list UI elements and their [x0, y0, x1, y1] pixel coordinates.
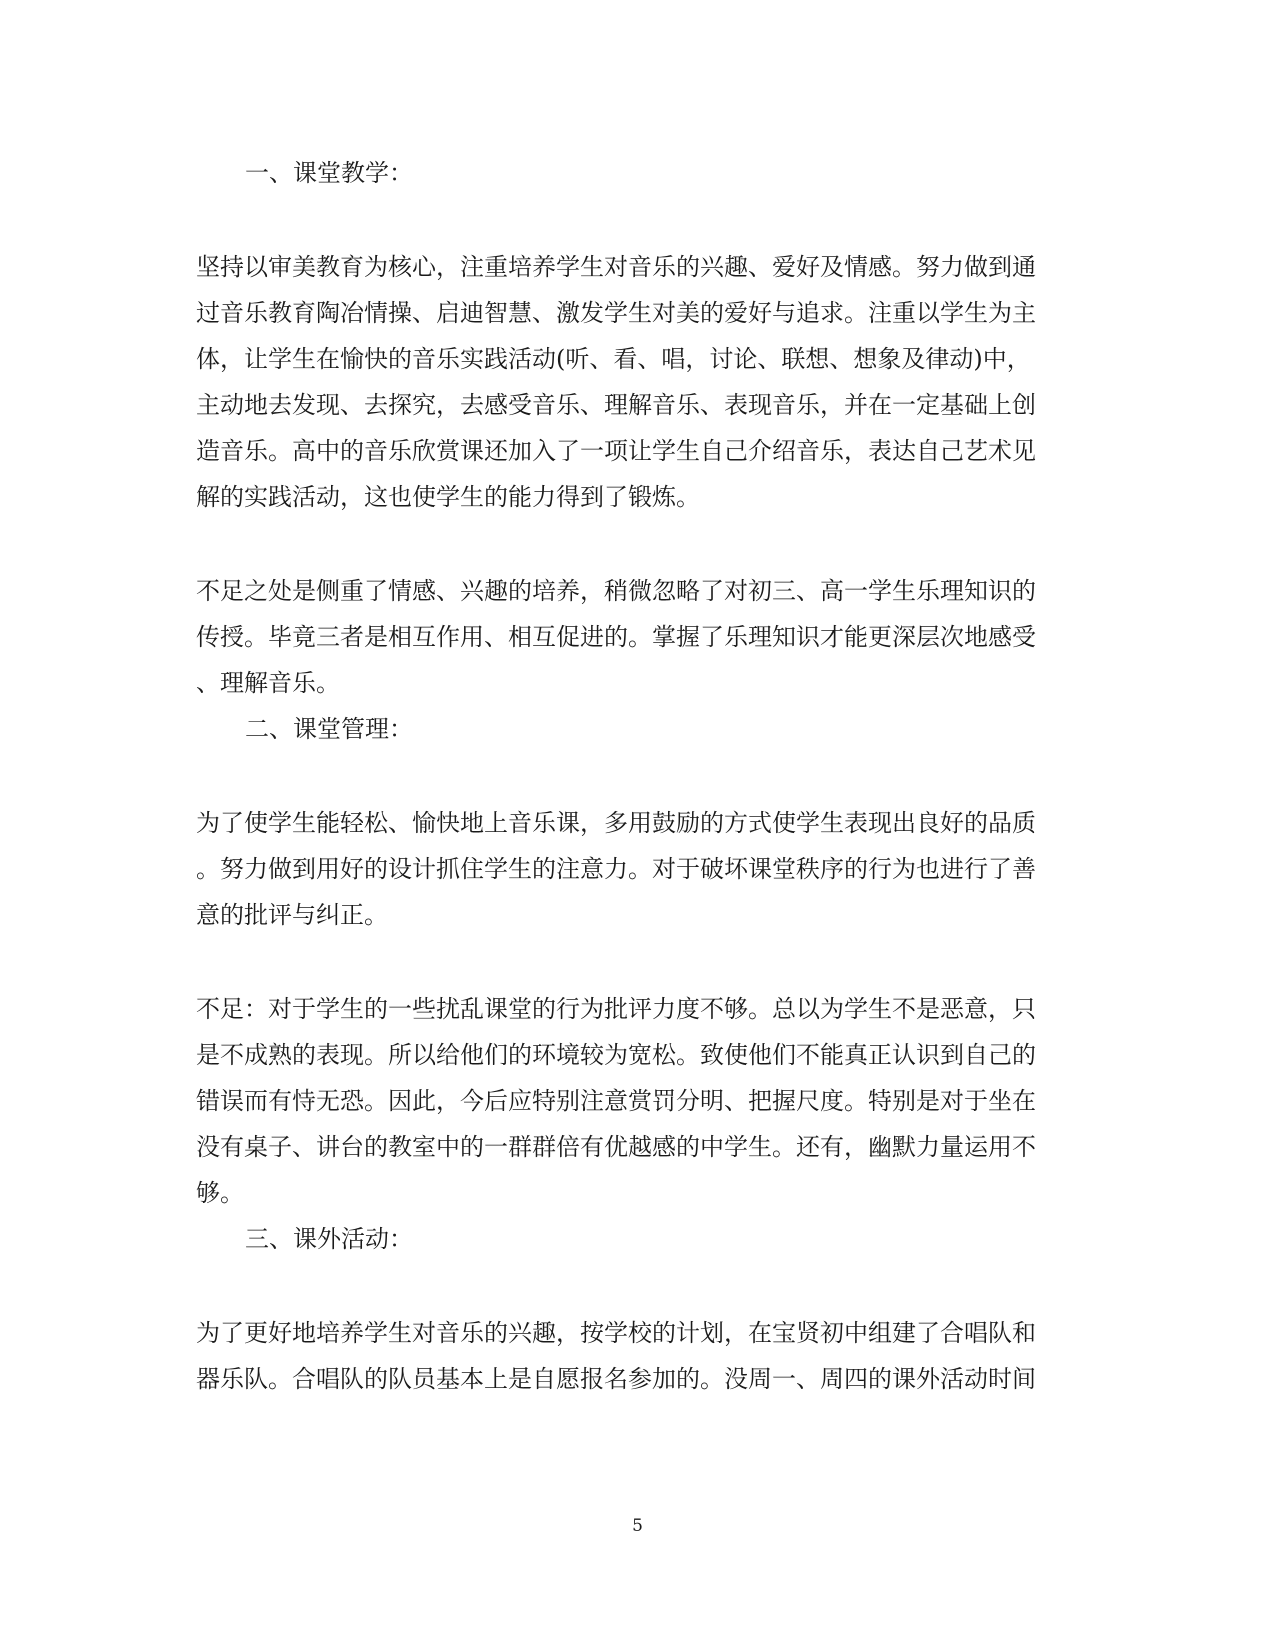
- paragraph-line: 是不成熟的表现。所以给他们的环境较为宽松。致使他们不能真正认识到自己的: [196, 1041, 1036, 1069]
- paragraph-line: 传授。毕竟三者是相互作用、相互促进的。掌握了乐理知识才能更深层次地感受: [196, 623, 1036, 651]
- section-heading-2: 二、课堂管理：: [245, 715, 413, 743]
- section-heading-3: 三、课外活动：: [245, 1225, 413, 1253]
- paragraph-line: 过音乐教育陶冶情操、启迪智慧、激发学生对美的爱好与追求。注重以学生为主: [196, 299, 1036, 327]
- paragraph-line: 。努力做到用好的设计抓住学生的注意力。对于破坏课堂秩序的行为也进行了善: [196, 855, 1036, 883]
- section-heading-1: 一、课堂教学：: [245, 159, 413, 187]
- paragraph-line: 主动地去发现、去探究，去感受音乐、理解音乐、表现音乐，并在一定基础上创: [196, 391, 1036, 419]
- paragraph-line: 意的批评与纠正。: [196, 901, 388, 929]
- page-number: 5: [632, 1516, 643, 1536]
- paragraph-line: 器乐队。合唱队的队员基本上是自愿报名参加的。没周一、周四的课外活动时间: [196, 1365, 1036, 1393]
- paragraph-line: 不足之处是侧重了情感、兴趣的培养，稍微忽略了对初三、高一学生乐理知识的: [196, 577, 1036, 605]
- paragraph-line: 坚持以审美教育为核心，注重培养学生对音乐的兴趣、爱好及情感。努力做到通: [196, 253, 1036, 281]
- paragraph-line: 为了更好地培养学生对音乐的兴趣，按学校的计划，在宝贤初中组建了合唱队和: [196, 1319, 1036, 1347]
- paragraph-line: 够。: [196, 1179, 244, 1207]
- paragraph-line: 为了使学生能轻松、愉快地上音乐课，多用鼓励的方式使学生表现出良好的品质: [196, 809, 1036, 837]
- paragraph-line: 、理解音乐。: [196, 669, 340, 697]
- paragraph-line: 造音乐。高中的音乐欣赏课还加入了一项让学生自己介绍音乐，表达自己艺术见: [196, 437, 1036, 465]
- paragraph-line: 解的实践活动，这也使学生的能力得到了锻炼。: [196, 483, 700, 511]
- paragraph-line: 没有桌子、讲台的教室中的一群群倍有优越感的中学生。还有，幽默力量运用不: [196, 1133, 1036, 1161]
- paragraph-line: 不足：对于学生的一些扰乱课堂的行为批评力度不够。总以为学生不是恶意，只: [196, 995, 1036, 1023]
- paragraph-line: 体，让学生在愉快的音乐实践活动(听、看、唱，讨论、联想、想象及律动)中，: [196, 345, 1031, 373]
- paragraph-line: 错误而有恃无恐。因此，今后应特别注意赏罚分明、把握尺度。特别是对于坐在: [196, 1087, 1036, 1115]
